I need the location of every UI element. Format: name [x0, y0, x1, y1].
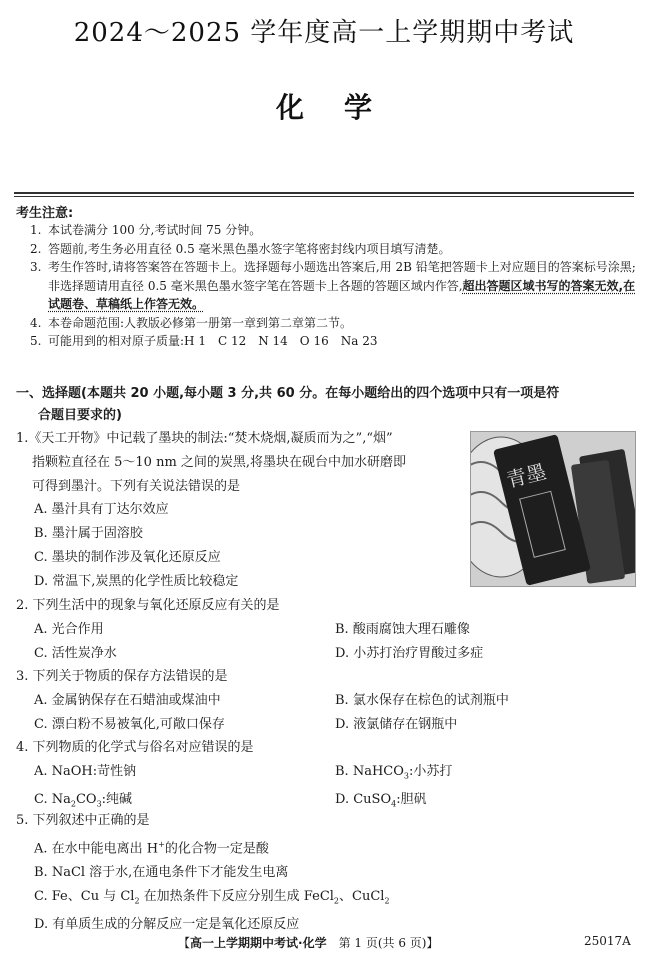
notice-text: 本试卷满分 100 分,考试时间 75 分钟。 — [48, 223, 262, 237]
notice-text: 考生作答时,请将答案答在答题卡上。选择题每小题选出答案后,用 2B 铅笔把答题卡上对应题目的答案标号涂黑;非选择题请用直径 0.5 毫米黑色墨水签字笔在答题卡上各题的答题区域内作答, — [48, 260, 636, 293]
option-a: A. 在水中能电离出 H+的化合物一定是酸 — [34, 839, 269, 857]
notice-item — [30, 332, 636, 351]
option-c: C. Fe、Cu 与 $Cl_2$ 在加热条件下反应分别生成 FeCl$_2$、CuCl$_2$ — [34, 888, 390, 906]
option-d: D. 常温下,炭黑的化学性质比较稳定 — [34, 573, 239, 589]
ink-stick-photo — [470, 431, 636, 587]
option-d: D. 小苏打治疗胃酸过多症 — [335, 645, 484, 661]
question-2 — [16, 594, 636, 665]
option-b: B. 墨汁属于固溶胶 — [34, 526, 143, 542]
question-1 — [16, 427, 456, 594]
question-3 — [16, 665, 636, 736]
option-b: B. 氯水保存在棕色的试剂瓶中 — [335, 692, 509, 708]
paper-code: 25017A — [584, 934, 631, 948]
option-b: B. NaHCO$_3$:小苏打 — [335, 763, 453, 781]
notice-item — [30, 240, 636, 259]
subject-title: 化学 — [275, 91, 412, 124]
ink-stick-label: 青墨 — [503, 459, 549, 493]
footer-info: 【高一上学期期中考试·化学 第 1 页(共 6 页)】 — [178, 936, 439, 950]
section-heading-line: 一、选择题(本题共 20 小题,每小题 3 分,共 60 分。在每小题给出的四个选项中只有一项是符 — [16, 386, 560, 401]
question-stem: 2. 下列生活中的现象与氧化还原反应有关的是 — [16, 598, 280, 613]
option-row — [16, 618, 636, 642]
option-b: B. NaCl 溶于水,在通电条件下才能发生电离 — [34, 864, 289, 880]
notice-item — [30, 258, 636, 314]
notice-number: 4. — [30, 315, 42, 330]
divider-thick — [14, 192, 634, 194]
option-c: C. 墨块的制作涉及氧化还原反应 — [34, 549, 221, 565]
option-row — [16, 689, 636, 713]
notice-emphasis: 超出答题区域书写的答案无效,在试题卷、草稿纸上作答无效。 — [48, 278, 636, 311]
option-d: D. 液氯储存在钢瓶中 — [335, 716, 458, 732]
question-stem: 3. 下列关于物质的保存方法错误的是 — [16, 669, 228, 684]
notice-text: 本卷命题范围:人教版必修第一册第一章到第二章第二节。 — [48, 315, 353, 330]
question-stem: 1.《天工开物》中记载了墨块的制法:“焚木烧烟,凝质而为之”,“烟” — [16, 431, 393, 446]
notice-heading: 考生注意: — [16, 206, 74, 221]
option-row — [16, 642, 636, 666]
divider-thin — [14, 196, 634, 197]
option-row — [16, 713, 636, 737]
option-a: A. 光合作用 — [34, 621, 104, 637]
notice-text: 答题前,考生务必用直径 0.5 毫米黑色墨水签字笔将密封线内项目填写清楚。 — [48, 241, 451, 256]
section-heading — [16, 383, 636, 427]
notice-item — [30, 221, 636, 240]
option-c: C. 活性炭净水 — [34, 645, 117, 661]
option-a: A. 墨汁具有丁达尔效应 — [34, 502, 169, 518]
option-d: D. 有单质生成的分解反应一定是氧化还原反应 — [34, 917, 300, 933]
option-b: B. 酸雨腐蚀大理石雕像 — [335, 621, 470, 637]
option-c: C. 漂白粉不易被氧化,可敞口保存 — [34, 716, 225, 732]
question-stem: 可得到墨汁。下列有关说法错误的是 — [32, 478, 241, 494]
notice-number: 2. — [30, 241, 42, 256]
option-row — [16, 760, 636, 788]
question-5 — [16, 809, 636, 937]
question-stem: 5. 下列叙述中正确的是 — [16, 813, 150, 828]
option-a: A. NaOH:苛性钠 — [34, 763, 137, 779]
question-4 — [16, 736, 636, 817]
notice-list — [30, 221, 636, 351]
notice-number: 3. — [30, 260, 42, 274]
notice-number: 1. — [30, 223, 42, 237]
notice-number: 5. — [30, 334, 42, 348]
option-d: D. CuSO$_4$:胆矾 — [335, 792, 427, 809]
option-a: A. 金属钠保存在石蜡油或煤油中 — [34, 692, 221, 708]
question-stem: 4. 下列物质的化学式与俗名对应错误的是 — [16, 740, 254, 755]
notice-text: 可能用到的相对原子质量:H 1 C 12 N 14 O 16 Na 23 — [48, 334, 378, 348]
exam-title: 2024～2025 学年度高一上学期期中考试 — [73, 18, 575, 48]
section-heading-line: 合题目要求的) — [38, 408, 122, 423]
option-c: C. $Na_2CO_3$:纯碱 — [34, 792, 133, 809]
question-stem: 指颗粒直径在 5～10 nm 之间的炭黑,将墨块在砚台中加水研磨即 — [32, 454, 407, 470]
notice-item — [30, 314, 636, 333]
